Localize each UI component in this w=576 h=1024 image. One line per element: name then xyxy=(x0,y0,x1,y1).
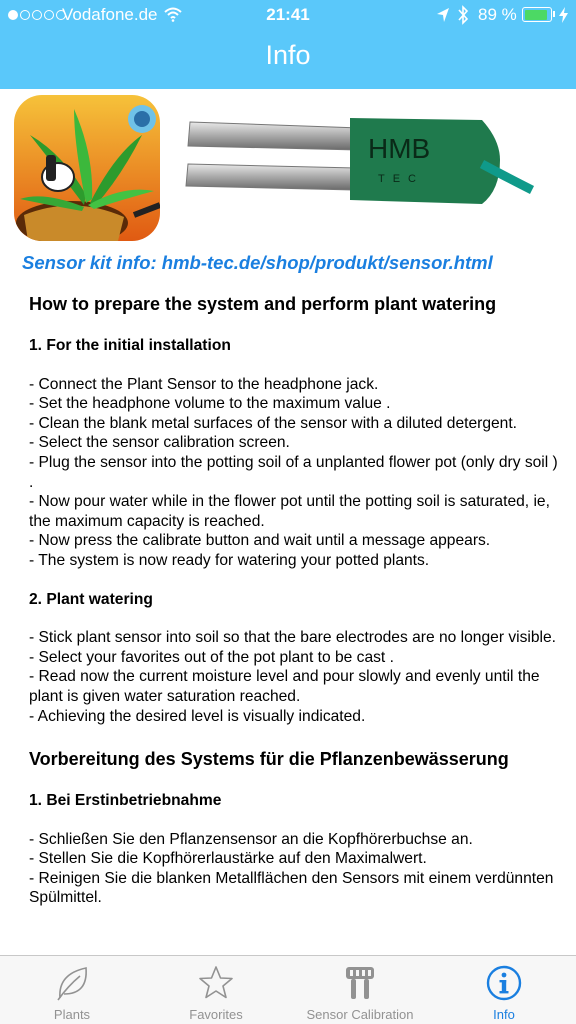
erstinbetriebnahme-text: - Schließen Sie den Pflanzensensor an die Kopfhörerbuchse an. - Stellen Sie die Kopfhörerlaustärke auf den Maximalwert. - Reinigen Sie die blanken Metallflächen den Sensors mit einem verdünnten Spülmittel. xyxy=(29,830,554,907)
sensor-icon xyxy=(340,964,380,1002)
svg-text:HMB: HMB xyxy=(368,133,431,164)
tab-info[interactable] xyxy=(432,956,576,1024)
sensor-kit-link[interactable]: Sensor kit info: hmb-tec.de/shop/produkt/sensor.html xyxy=(22,252,493,273)
tab-label: Plants xyxy=(53,1007,91,1022)
initial-installation-heading: 1. For the initial installation xyxy=(29,337,231,354)
initial-installation-text: - Connect the Plant Sensor to the headphone jack. - Set the headphone volume to the maximum value . - Clean the blank metal surfaces of the sensor with a diluted detergent. - Select the sensor calibration screen. - Plug the sensor into the potting soil of a unplanted flower pot (only dry soil ) . - Now pour water while in the flower pot until the potting soil is saturated, ie, the maximum capacity is reached. - Now press the calibrate button and wait until a message appears. - The system is now ready for watering your potted plants. xyxy=(29,375,558,569)
carrier-name: Vodafone.de xyxy=(62,5,158,24)
plant-app-icon xyxy=(14,95,160,241)
svg-text:TEC: TEC xyxy=(378,173,424,185)
tab-sensor-calibration[interactable] xyxy=(288,956,432,1024)
plant-watering-text: - Stick plant sensor into soil so that the bare electrodes are no longer visible. - Select your favorites out of the pot plant to be cast . - Read now the current moisture level and pour slowly and evenly until the plant is given water saturation reached. - Achieving the desired level is visually indicated. xyxy=(29,629,557,725)
status-time: 21:41 xyxy=(266,5,310,24)
tab-label: Favorites xyxy=(189,1007,243,1022)
soil-sensor-image xyxy=(182,100,537,212)
info-icon xyxy=(484,964,524,1002)
tab-plants[interactable] xyxy=(0,956,144,1024)
tab-label: Sensor Calibration xyxy=(306,1007,414,1022)
erstinbetriebnahme-heading: 1. Bei Erstinbetriebnahme xyxy=(29,792,222,810)
status-bar xyxy=(0,0,576,32)
leaf-icon xyxy=(52,964,92,1002)
tab-favorites[interactable] xyxy=(144,956,288,1024)
star-icon xyxy=(196,964,236,1002)
plant-watering-heading: 2. Plant watering xyxy=(29,590,153,608)
top-bar xyxy=(0,0,576,89)
tab-bar xyxy=(0,955,576,1024)
charging-bolt-icon xyxy=(559,7,568,23)
battery-icon xyxy=(522,7,552,22)
page-title: Info xyxy=(265,40,311,70)
location-arrow-icon xyxy=(436,7,450,23)
battery-percent: 89 % xyxy=(478,5,517,24)
german-section-title: Vorbereitung des Systems für die Pflanzenbewässerung xyxy=(29,749,509,770)
info-content xyxy=(29,292,559,927)
bluetooth-icon xyxy=(456,5,470,25)
english-section-title: How to prepare the system and perform plant watering xyxy=(29,294,497,314)
tab-label: Info xyxy=(493,1007,515,1022)
